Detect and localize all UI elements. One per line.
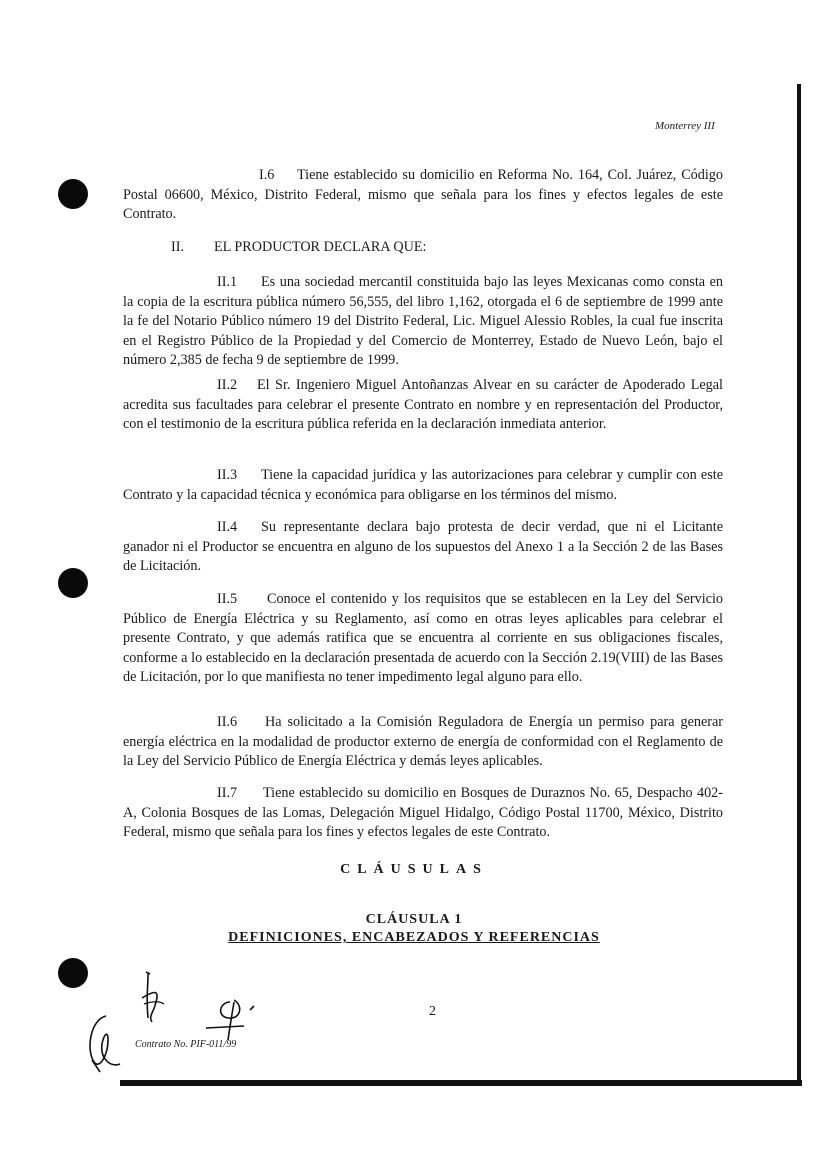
clause-1-title: CLÁUSULA 1 (365, 912, 463, 927)
declaration-number: II.3 (217, 467, 238, 483)
declaration-text: Tiene la capacidad jurídica y las autorizaciones para celebrar y cumplir con este Contrato y la capacidad técnica y económica para obligarse en los términos del mismo. (123, 467, 723, 503)
declaration-text: Su representante declara bajo protesta de decir verdad, que ni el Licitante ganador ni el Productor se encuentra en alguno de los supuestos del Anexo 1 a la Sección 2 de las Bases de Licitación. (123, 519, 723, 574)
declaration-text: Ha solicitado a la Comisión Reguladora de Energía un permiso para generar energía eléctrica en la modalidad de productor externo de energía de conformidad con el Reglamento de la Ley del Servicio Público de Energía Eléctrica y demás leyes aplicables. (123, 714, 723, 769)
declaration-number: II.4 (217, 519, 238, 535)
declaration-number: II.7 (217, 785, 238, 801)
punch-hole-middle (58, 568, 88, 598)
clausulas-heading: CLÁUSULAS (340, 862, 488, 877)
declaration-text: El Sr. Ingeniero Miguel Antoñanzas Alvear en su carácter de Apoderado Legal acredita sus facultades para celebrar el presente Contrato en nombre y en representación del Productor, con el testimonio de la escritura pública referida en la declaración inmediata anterior. (123, 377, 723, 432)
declaration-number: II.2 (217, 377, 238, 393)
declaration-ii7 (123, 784, 723, 843)
initials-signature-1 (138, 968, 178, 1028)
declaration-ii4 (123, 518, 723, 577)
declaration-ii5 (123, 590, 723, 688)
declaration-ii1 (123, 273, 723, 371)
initials-signature-2 (200, 996, 266, 1042)
initials-signature-3 (80, 1010, 124, 1074)
document-header: Monterrey III (655, 120, 715, 132)
declaration-ii2 (123, 376, 723, 435)
declaration-text: Es una sociedad mercantil constituida bajo las leyes Mexicanas como consta en la copia de la escritura pública número 56,555, del libro 1,162, otorgada el 6 de septiembre de 1999 ante la fe del Notario Público número 19 del Distrito Federal, Lic. Miguel Alessio Robles, la cual fue inscrita en el Registro Público de la Propiedad y del Comercio de Monterrey, Estado de Nuevo León, bajo el número 2,385 de fecha 9 de septiembre de 1999. (123, 274, 723, 368)
section-ii-number: II. (171, 239, 184, 255)
clause-1-subtitle: DEFINICIONES, ENCABEZADOS Y REFERENCIAS (228, 930, 600, 945)
contract-number: Contrato No. PIF-011/99 (135, 1039, 237, 1050)
declaration-i6 (123, 166, 723, 225)
declaration-text: Tiene establecido su domicilio en Reforma No. 164, Col. Juárez, Código Postal 06600, México, Distrito Federal, mismo que señala para los fines y efectos legales de este Contrato. (123, 167, 723, 222)
declaration-number: I.6 (259, 167, 275, 183)
declaration-text: Tiene establecido su domicilio en Bosques de Duraznos No. 65, Despacho 402-A, Colonia Bosques de las Lomas, Delegación Miguel Hidalgo, Código Postal 11700, México, Distrito Federal, mismo que señala para los fines y efectos legales de este Contrato. (123, 785, 723, 840)
declaration-text: Conoce el contenido y los requisitos que se establecen en la Ley del Servicio Público de Energía Eléctrica y su Reglamento, así como en otras leyes aplicables para celebrar el presente Contrato, y que además ratifica que se encuentra al corriente en sus obligaciones fiscales, conforme a lo establecido en la declaración presentada de acuerdo con la Sección 2.19(VIII) de las Bases de Licitación, por lo que manifiesta no tener impedimento legal alguno para ello. (123, 591, 723, 685)
section-ii-title: EL PRODUCTOR DECLARA QUE: (214, 239, 427, 255)
punch-hole-bottom (58, 958, 88, 988)
declaration-number: II.1 (217, 274, 238, 290)
punch-hole-top (58, 179, 88, 209)
page-number: 2 (429, 1004, 436, 1019)
declaration-number: II.5 (217, 591, 238, 607)
declaration-ii3 (123, 466, 723, 505)
declaration-number: II.6 (217, 714, 238, 730)
declaration-ii6 (123, 713, 723, 772)
scan-bottom-edge (120, 1080, 802, 1086)
